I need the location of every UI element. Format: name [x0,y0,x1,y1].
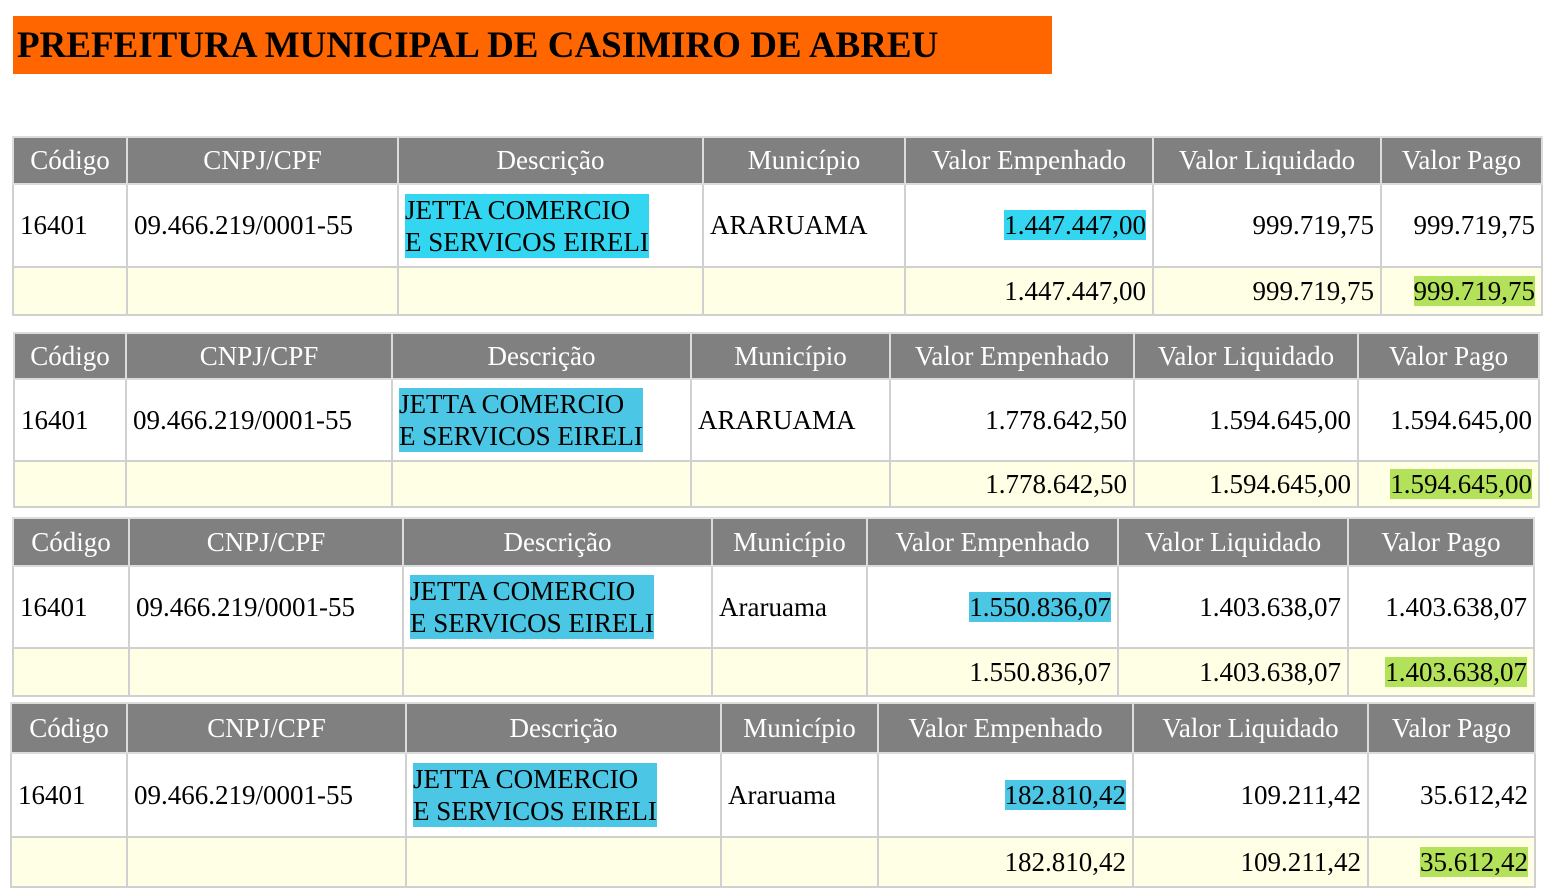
empty-cell [691,461,890,507]
valor-liquidado-cell: 109.211,42 [1133,753,1368,837]
valor-empenhado-highlight: 1.550.836,07 [969,591,1111,622]
descricao-cell [392,379,691,461]
descricao-highlight [399,388,643,452]
codigo-cell: 16401 [11,753,127,837]
cnpj-cell: 09.466.219/0001-55 [129,566,403,648]
descricao-cell [398,184,703,267]
total-empenhado-cell: 1.778.642,50 [890,461,1134,507]
header-descricao: Descrição [406,703,721,753]
empty-cell [126,461,392,507]
municipio-cell: Araruama [712,566,867,648]
total-row [13,648,1534,696]
header-valor-empenhado: Valor Empenhado [878,703,1133,753]
descricao-highlight [405,194,649,258]
header-row [14,333,1539,379]
valor-empenhado-highlight: 182.810,42 [1004,779,1126,810]
valor-pago-cell: 35.612,42 [1368,753,1535,837]
cnpj-cell: 09.466.219/0001-55 [126,379,392,461]
valor-empenhado-cell: 1.778.642,50 [890,379,1134,461]
empty-cell [392,461,691,507]
descricao-line-1: JETTA COMERCIO [410,576,636,606]
empty-cell [14,461,126,507]
empty-cell [129,648,403,696]
header-row [13,518,1534,566]
empty-cell [127,267,398,315]
descricao-line-1: JETTA COMERCIO [405,194,631,225]
codigo-cell: 16401 [14,379,126,461]
cnpj-cell: 09.466.219/0001-55 [127,753,406,837]
record-table-4 [10,702,1536,888]
total-row [13,267,1542,315]
record-table-1 [12,136,1543,316]
empty-cell [721,837,878,887]
header-codigo: Código [14,333,126,379]
header-municipio: Município [721,703,878,753]
record-table-3 [12,517,1535,697]
valor-pago-cell: 999.719,75 [1381,184,1542,267]
table-row [11,753,1535,837]
record-table-2 [13,332,1540,508]
valor-pago-cell: 1.594.645,00 [1358,379,1539,461]
header-valor-pago: Valor Pago [1358,333,1539,379]
header-municipio: Município [691,333,890,379]
empty-cell [13,648,129,696]
total-pago-highlight: 999.719,75 [1413,275,1535,306]
cnpj-cell: 09.466.219/0001-55 [127,184,398,267]
codigo-cell: 16401 [13,184,127,267]
total-pago-highlight: 1.403.638,07 [1385,656,1527,687]
header-valor-pago: Valor Pago [1381,137,1542,184]
total-pago-cell [1358,461,1539,507]
descricao-line-2: E SERVICOS EIRELI [405,226,649,257]
header-municipio: Município [703,137,905,184]
header-row [11,703,1535,753]
total-liquidado-cell: 1.403.638,07 [1118,648,1348,696]
header-codigo: Código [13,137,127,184]
header-row [13,137,1542,184]
header-valor-empenhado: Valor Empenhado [867,518,1118,566]
descricao-highlight [413,763,657,827]
header-valor-liquidado: Valor Liquidado [1133,703,1368,753]
page-title: PREFEITURA MUNICIPAL DE CASIMIRO DE ABREU [13,16,1052,74]
header-descricao: Descrição [392,333,691,379]
total-pago-highlight: 1.594.645,00 [1390,468,1532,499]
header-descricao: Descrição [398,137,703,184]
total-liquidado-cell: 1.594.645,00 [1134,461,1358,507]
header-codigo: Código [11,703,127,753]
valor-liquidado-cell: 999.719,75 [1153,184,1381,267]
empty-cell [398,267,703,315]
descricao-line-1: JETTA COMERCIO [399,389,625,419]
table-row [13,566,1534,648]
empty-cell [703,267,905,315]
header-valor-liquidado: Valor Liquidado [1118,518,1348,566]
empty-cell [712,648,867,696]
header-valor-pago: Valor Pago [1348,518,1534,566]
header-descricao: Descrição [403,518,712,566]
header-municipio: Município [712,518,867,566]
valor-pago-cell: 1.403.638,07 [1348,566,1534,648]
header-cnpj: CNPJ/CPF [127,703,406,753]
valor-liquidado-cell: 1.403.638,07 [1118,566,1348,648]
header-cnpj: CNPJ/CPF [126,333,392,379]
total-pago-highlight: 35.612,42 [1420,846,1528,877]
municipio-cell: Araruama [721,753,878,837]
valor-empenhado-cell [867,566,1118,648]
total-liquidado-cell: 109.211,42 [1133,837,1368,887]
header-cnpj: CNPJ/CPF [127,137,398,184]
empty-cell [127,837,406,887]
empty-cell [11,837,127,887]
table-row [14,379,1539,461]
header-valor-empenhado: Valor Empenhado [905,137,1153,184]
descricao-highlight [410,575,654,639]
header-codigo: Código [13,518,129,566]
total-pago-cell [1348,648,1534,696]
total-row [14,461,1539,507]
table-row [13,184,1542,267]
total-row [11,837,1535,887]
municipio-cell: ARARUAMA [703,184,905,267]
descricao-cell [406,753,721,837]
valor-empenhado-cell [905,184,1153,267]
empty-cell [406,837,721,887]
descricao-cell [403,566,712,648]
descricao-line-2: E SERVICOS EIRELI [413,796,657,826]
total-empenhado-cell: 1.550.836,07 [867,648,1118,696]
total-pago-cell [1381,267,1542,315]
total-liquidado-cell: 999.719,75 [1153,267,1381,315]
valor-empenhado-highlight: 1.447.447,00 [1004,210,1146,240]
valor-empenhado-cell [878,753,1133,837]
header-valor-pago: Valor Pago [1368,703,1535,753]
total-pago-cell [1368,837,1535,887]
header-valor-liquidado: Valor Liquidado [1134,333,1358,379]
codigo-cell: 16401 [13,566,129,648]
total-empenhado-cell: 1.447.447,00 [905,267,1153,315]
descricao-line-2: E SERVICOS EIRELI [410,608,654,638]
municipio-cell: ARARUAMA [691,379,890,461]
total-empenhado-cell: 182.810,42 [878,837,1133,887]
header-cnpj: CNPJ/CPF [129,518,403,566]
valor-liquidado-cell: 1.594.645,00 [1134,379,1358,461]
empty-cell [403,648,712,696]
header-valor-liquidado: Valor Liquidado [1153,137,1381,184]
descricao-line-1: JETTA COMERCIO [413,764,639,794]
header-valor-empenhado: Valor Empenhado [890,333,1134,379]
descricao-line-2: E SERVICOS EIRELI [399,421,643,451]
empty-cell [13,267,127,315]
